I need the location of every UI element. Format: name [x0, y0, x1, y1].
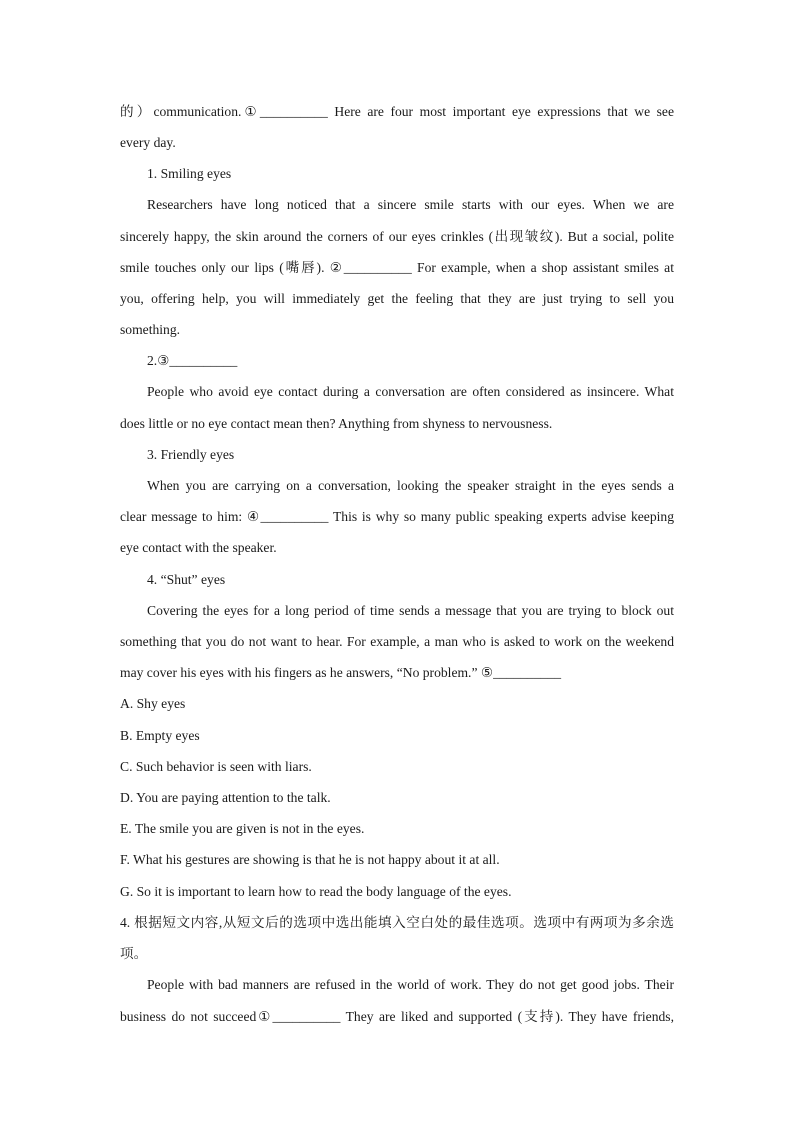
heading-shut-eyes: 4. “Shut” eyes [147, 572, 226, 587]
option-f: F. What his gestures are showing is that he is not happy about it at all. [120, 852, 500, 867]
paragraph-line: People who avoid eye contact during a conversation are often considered as insincere. What [147, 384, 674, 399]
paragraph-line: business do not succeed①__________ They are liked and supported (支持). They have friends, [120, 1009, 674, 1024]
heading-smiling-eyes: 1. Smiling eyes [147, 166, 232, 181]
paragraph-line: smile touches only our lips (嘴唇). ②__________ For example, when a shop assistant smiles at [120, 260, 674, 275]
heading-friendly-eyes: 3. Friendly eyes [147, 447, 235, 462]
paragraph-line: People with bad manners are refused in the world of work. They do not get good jobs. Their [147, 977, 674, 992]
paragraph-line: something. [120, 322, 181, 337]
paragraph-line: Researchers have long noticed that a sincere smile starts with our eyes. When we are [147, 197, 674, 212]
paragraph-line: may cover his eyes with his fingers as he answers, “No problem.” ⑤__________ [120, 665, 562, 680]
question4-instruction: 项。 [120, 946, 148, 961]
option-d: D. You are paying attention to the talk. [120, 790, 331, 805]
heading-blank-3: 2.③__________ [147, 353, 238, 368]
paragraph-line: does little or no eye contact mean then? Anything from shyness to nervousness. [120, 416, 553, 431]
paragraph-line: eye contact with the speaker. [120, 540, 277, 555]
option-a: A. Shy eyes [120, 696, 186, 711]
paragraph-line: clear message to him: ④__________ This is why so many public speaking experts advise keeping [120, 509, 674, 524]
option-g: G. So it is important to learn how to read the body language of the eyes. [120, 884, 512, 899]
passage1-line2: every day. [120, 135, 176, 150]
paragraph-line: When you are carrying on a conversation, looking the speaker straight in the eyes sends a [147, 478, 674, 493]
option-e: E. The smile you are given is not in the eyes. [120, 821, 365, 836]
paragraph-line: Covering the eyes for a long period of time sends a message that you are trying to block out [147, 603, 674, 618]
passage1-line1: 的）communication.①__________ Here are four most important eye expressions that we see [120, 104, 674, 119]
paragraph-line: something that you do not want to hear. For example, a man who is asked to work on the weekend [120, 634, 674, 649]
paragraph-line: sincerely happy, the skin around the corners of our eyes crinkles (出现皱纹). But a social, polite [120, 229, 674, 244]
paragraph-line: you, offering help, you will immediately get the feeling that they are just trying to sell you [120, 291, 674, 306]
option-b: B. Empty eyes [120, 728, 200, 743]
question4-instruction: 4. 根据短文内容,从短文后的选项中选出能填入空白处的最佳选项。选项中有两项为多余选 [120, 915, 674, 930]
option-c: C. Such behavior is seen with liars. [120, 759, 312, 774]
